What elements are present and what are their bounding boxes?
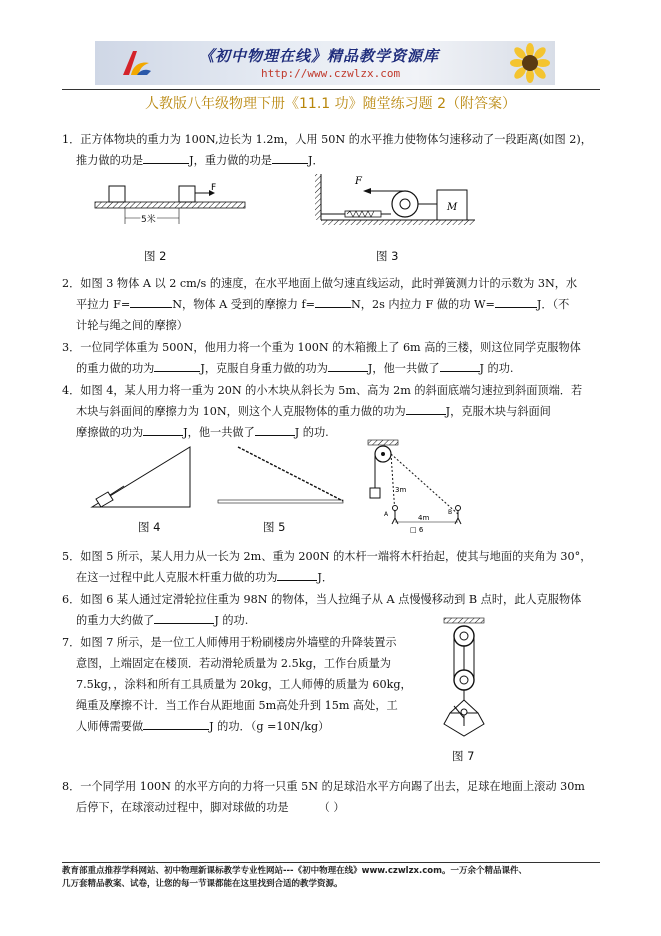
footer-line1: 教育部重点推荐学科网站、初中物理新课标教学专业性网站---《初中物理在线》www.czwlzx.com。一万余个精品课件、	[62, 866, 527, 876]
q2-text-a: 平拉力 F=	[76, 298, 131, 311]
fig5-caption: 图 5	[263, 520, 286, 534]
pole-horizontal	[218, 500, 343, 503]
question-2	[62, 273, 622, 336]
q2-text-c: N，2s 内拉力 F 做的功 W=	[351, 298, 495, 311]
question-5	[62, 546, 622, 588]
q7-line3: 7.5kg，，涂料和所有工具质量为 20kg，工人师傅的质量为 60kg，	[76, 678, 412, 691]
question-1	[62, 129, 622, 171]
rope-to-b	[391, 454, 458, 514]
q8-line1: 8．一个同学用 100N 的水平方向的力将一只重 5N 的足球沿水平方向踢了出去，足球在地面上滚动 30m	[62, 780, 585, 793]
fig6-caption-stub: □ 6	[410, 526, 424, 534]
q4-line1: 4．如图 4，某人用力将一重为 20N 的小木块从斜长为 5m、高为 2m 的斜面底端匀速拉到斜面顶端．若	[62, 384, 583, 397]
fig3-caption: 图 3	[376, 249, 399, 263]
wall-hatch	[315, 174, 321, 220]
pole-raised	[238, 447, 343, 501]
q3-line1: 3．一位同学体重为 500N，他用力将一个重为 100N 的木箱搬上了 6m 高的三楼，则这位同学克服物体	[62, 341, 581, 354]
q7-text-a: 人师傅需要做	[76, 720, 144, 733]
q7-line1: 7．如图 7 所示，是一位工人师傅用于粉刷楼房外墙壁的升降装置示	[62, 636, 397, 649]
roof	[444, 618, 484, 623]
banner-title: 《初中物理在线》精品教学资源库	[199, 47, 440, 65]
q4-text-e: J 的功.	[294, 426, 329, 439]
answer-blank[interactable]	[328, 359, 368, 372]
q7-line2: 意图，上端固定在楼顶．若动滑轮质量为 2.5kg，工作台质量为	[76, 657, 391, 670]
site-logo-icon	[119, 47, 153, 79]
answer-blank[interactable]	[130, 295, 172, 308]
q4-text-b: J，克服木块与斜面间	[445, 405, 551, 418]
question-3	[62, 337, 622, 379]
q4-text-a: 木块与斜面间的摩擦力为 10N，则这个人克服物体的重力做的功为	[76, 405, 406, 418]
q2-text-b: N，物体 A 受到的摩擦力 f=	[172, 298, 316, 311]
fig2-force-label: F	[211, 183, 217, 193]
q6-text-b: J 的功.	[214, 614, 249, 627]
pulley-axle	[381, 452, 385, 456]
block-end	[179, 186, 195, 202]
q3-text-d: J 的功.	[479, 362, 514, 375]
q1-text-b: J，重力做的功是	[189, 154, 272, 167]
answer-blank[interactable]	[277, 568, 317, 581]
sunflower-icon	[511, 44, 549, 82]
figure-7	[440, 618, 490, 738]
answer-blank[interactable]	[143, 151, 189, 164]
fixed-pulley-axle	[460, 632, 468, 640]
figure-4	[90, 445, 200, 515]
fig3-mass-label: M	[447, 202, 458, 213]
answer-blank[interactable]	[315, 295, 351, 308]
q6-text-a: 的重力大约做了	[76, 614, 155, 627]
question-7	[62, 632, 442, 737]
answer-blank[interactable]	[495, 295, 537, 308]
fig2-caption: 图 2	[144, 249, 167, 263]
rope-to-a	[391, 454, 395, 514]
question-8	[62, 776, 622, 818]
fig6-width-label: 4m	[418, 514, 430, 522]
footer-rule	[62, 862, 600, 863]
answer-blank[interactable]	[255, 423, 295, 436]
footer	[62, 865, 622, 891]
figure-3	[315, 170, 485, 230]
page-title: 人教版八年级物理下册《11.1 功》随堂练习题 2（附答案）	[145, 96, 516, 112]
answer-blank[interactable]	[143, 423, 183, 436]
answer-choice-bracket[interactable]: （ ）	[318, 801, 345, 814]
q1-text-c: J．	[307, 154, 324, 167]
q1-text-a: 推力做的功是	[76, 154, 144, 167]
q2-line1: 2．如图 3 物体 A 以 2 cm/s 的速度，在水平地面上做匀速直线运动，此时弹簧测力计的示数为 3N，水	[62, 277, 578, 290]
question-4	[62, 380, 622, 443]
answer-blank[interactable]	[154, 359, 200, 372]
person-b-icon	[455, 506, 461, 525]
q7-line4: 绳重及摩擦不计．当工作台从距地面 5m高处升到 15m 高处，工	[76, 699, 398, 712]
figure-6	[360, 440, 480, 535]
block-start	[109, 186, 125, 202]
q5-line1: 5．如图 5 所示，某人用力从一长为 2m、重为 200N 的木杆一端将木杆抬起，使其与地面的夹角为 30°，	[62, 550, 592, 563]
answer-blank[interactable]	[154, 611, 214, 624]
hanging-weight	[370, 488, 380, 498]
pulley-axle	[400, 199, 410, 209]
q1-line1: 1．正方体物块的重力为 100N,边长为 1.2m，人用 50N 的水平推力使物体匀速移动了一段距离(如图 2)，	[62, 133, 592, 146]
fig3-force-label: F	[355, 176, 362, 187]
banner-url[interactable]: http://www.czwlzx.com	[261, 67, 401, 80]
ground-surface	[95, 202, 245, 208]
fig4-caption: 图 4	[138, 520, 161, 534]
question-6	[62, 589, 622, 631]
q7-text-b: J 的功．（g =10N/kg）	[209, 720, 330, 733]
header-banner	[95, 41, 555, 85]
moving-pulley-axle	[460, 676, 468, 684]
figure-5	[218, 445, 348, 515]
floor-hatch	[321, 220, 475, 225]
q5-text-b: J．	[317, 571, 334, 584]
fig2-distance-label: 5米	[141, 215, 156, 225]
q3-text-a: 的重力做的功为	[76, 362, 155, 375]
q8-line2: 后停下，在球滚动过程中，脚对球做的功是	[76, 801, 289, 814]
answer-blank[interactable]	[440, 359, 480, 372]
q6-line1: 6．如图 6 某人通过定滑轮拉住重为 98N 的物体，当人拉绳子从 A 点慢慢移动到 B 点时，此人克服物体	[62, 593, 582, 606]
person-a-icon	[392, 506, 398, 525]
q4-text-d: J，他一共做了	[183, 426, 255, 439]
q5-text-a: 在这一过程中此人克服木杆重力做的功为	[76, 571, 278, 584]
point-a-label: A	[384, 511, 389, 518]
answer-blank[interactable]	[406, 402, 446, 415]
answer-blank[interactable]	[143, 717, 209, 730]
fig6-height-label: 3m	[395, 486, 407, 494]
q2-line3: 计轮与绳之间的摩擦）	[76, 319, 188, 332]
answer-blank[interactable]	[272, 151, 308, 164]
footer-line2: 几万套精品教案、试卷，让您的每一节课都能在这里找到合适的教学资源。	[62, 879, 343, 889]
fig7-caption: 图 7	[452, 749, 475, 763]
header-rule	[62, 89, 600, 90]
q3-text-b: J，克服自身重力做的功为	[200, 362, 328, 375]
q2-text-d: J．（不	[536, 298, 570, 311]
q4-text-c: 摩擦做的功为	[76, 426, 144, 439]
ceiling	[368, 440, 398, 445]
q3-text-c: J，他一共做了	[367, 362, 440, 375]
point-b-label: B	[448, 509, 453, 516]
figure-2	[95, 180, 255, 240]
